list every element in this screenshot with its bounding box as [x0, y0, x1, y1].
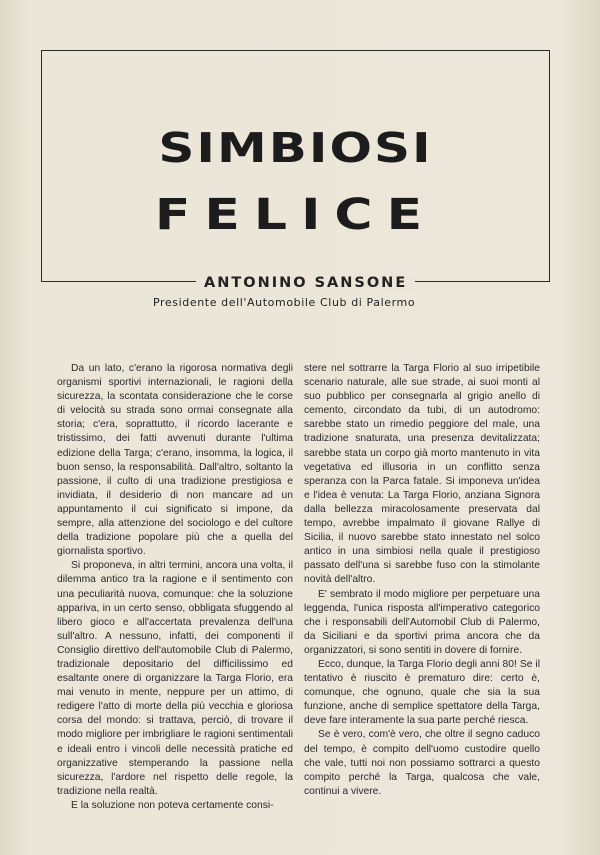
paragraph: E la soluzione non poteva certamente consi-: [71, 799, 274, 811]
article-title-line-2: FELICE: [154, 190, 437, 240]
text-column-right: [304, 362, 540, 799]
paragraph: E' sembrato il modo migliore per perpetuare una leggenda, l'unica risposta all'imperativo categorico che i responsabili dell'Automobil Club di Palermo, da Siciliani e da sportivi prima ancora che da organizzatori, si sono sentiti in dovere di fornire.: [304, 588, 540, 656]
title-frame: [41, 50, 550, 282]
author-role: Presidente dell'Automobile Club di Palermo: [153, 296, 416, 309]
author-name: ANTONINO SANSONE: [196, 275, 415, 291]
paragraph: Si proponeva, in altri termini, ancora una volta, il dilemma antico tra la ragione e il sentimento con una peculiarità nuova, comunque: che la soluzione appariva, in un certo senso, obbligata sfuggendo al libero gioco e all'accertata prevalenza dell'una sull'altro. A nessuno, infatti, dei componenti il Consiglio direttivo dell'automobile Club di Palermo, tradizionale depositario del difficilissimo ed esaltante onere di organizzare la Targa Florio, era mai venuto in mente, neppure per un attimo, di redigere l'atto di morte della più vecchia e gloriosa corsa del mondo: si trattava, perciò, di trovare il modo migliore per imbrigliare le ragioni sentimentali e ideali entro i vincoli delle necessità pratiche ed organizzative stemperando la passione nella sicurezza, l'ardore nel rispetto delle regole, la tradizione nella realtà.: [57, 560, 293, 797]
paragraph: stere nel sottrarre la Targa Florio al suo irripetibile scenario naturale, alle sue strade, ai suoi monti al suo pubblico per consegnarla al grigio anello di cemento, circondato da tubi, di un autodromo: sarebbe stato un rimedio peggiore del male, una tradizione snaturata, una presenza devitalizzata; sarebbe stata un corpo già morto mantenuto in vita vegetativa ed illusoria in un conflitto senza speranza con la Parca fatale. Si imponeva un'idea e l'idea è venuta: La Targa Florio, anziana Signora dalla bellezza miracolosamente preservata dal tempo, avrebbe impalmato il giovane Rallye di Sicilia, il nuovo sarebbe stato innestato nel solco antico in una simbiosi nella quale il prestigioso passato dell'una si sarebbe fuso con la stimolante novità dell'altro.: [304, 363, 540, 586]
article-title-line-1: SIMBIOSI: [158, 124, 433, 172]
text-column-left: [57, 362, 293, 813]
paragraph: Da un lato, c'erano la rigorosa normativa degli organismi sportivi internazionali, le ragioni della sicurezza, la scontata considerazione che le corse di velocità su strada sono ormai consegnate alla storia; c'era, soprattutto, il ricordo lacerante e tristissimo, dei fatti avvenuti durante l'ultima edizione della Targa; c'erano, insomma, la logica, il buon senso, la responsabilità. Dall'altro, soltanto la passione, il culto di una tradizione prestigiosa e invidiata, il desiderio di non mancare ad un appuntamento il cui significato si impone, da sempre, alla attenzione del sociologo e del cultore della tradizione popolare più che a quella del giornalista sportivo.: [57, 363, 293, 558]
paragraph: Ecco, dunque, la Targa Florio degli anni 80! Se il tentativo è riuscito è prematuro dire: certo è, comunque, che ognuno, quale che sia la sua funzione, anche di semplice spettatore della Targa, deve fare interamente la sua parte perché riesca.: [304, 658, 540, 727]
paragraph: Se è vero, com'è vero, che oltre il segno caduco del tempo, è compito dell'uomo custodire quello che vale, tutti noi non possiamo sottrarci a questo compito perché la Targa, qualcosa che vale, continui a vivere.: [304, 729, 540, 797]
